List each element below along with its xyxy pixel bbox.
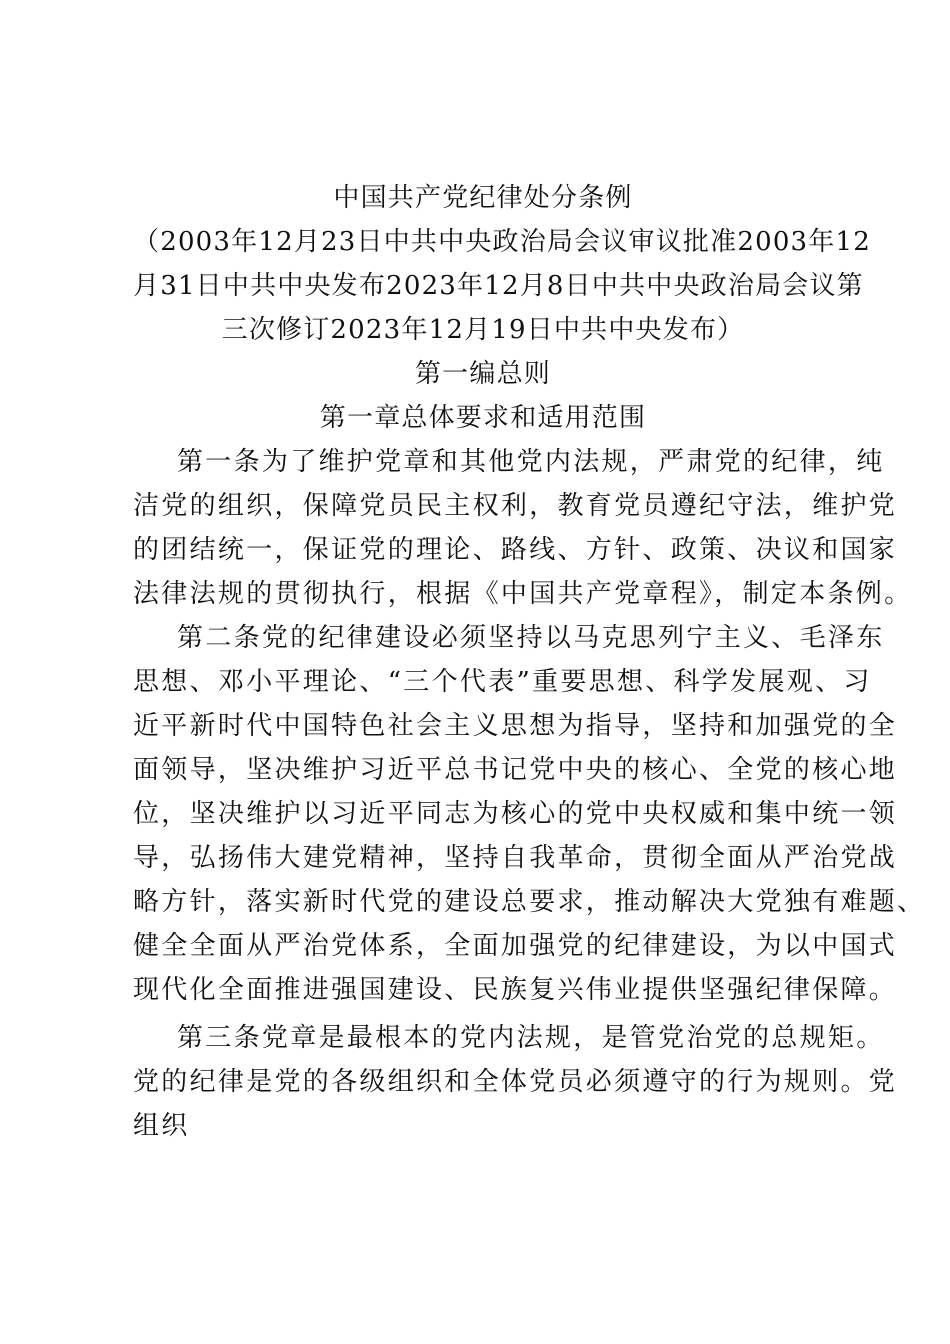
article-2-line: 第二条党的纪律建设必须坚持以马克思列宁主义、毛泽东	[177, 623, 885, 653]
subtitle-line-1: （2003年12月23日中共中央政治局会议审议批准2003年12	[133, 227, 871, 257]
subtitle-line-3: 三次修订2023年12月19日中共中央发布）	[221, 315, 745, 345]
article-1-line: 的团结统一，保证党的理论、路线、方针、政策、决议和国家	[133, 535, 898, 565]
article-1	[133, 440, 913, 616]
article-2-line: 略方针，落实新时代党的建设总要求，推动解决大党独有难题、	[133, 887, 926, 917]
article-1-line: 第一条为了维护党章和其他党内法规，严肃党的纪律，纯	[177, 447, 885, 477]
subtitle-line-2: 月31日中共中央发布2023年12月8日中共中央政治局会议第	[133, 271, 864, 301]
article-3-line: 第三条党章是最根本的党内法规，是管党治党的总规矩。	[177, 1023, 885, 1053]
document-title: 中国共产党纪律处分条例	[333, 183, 633, 213]
article-1-line: 洁党的组织，保障党员民主权利，教育党员遵纪守法，维护党	[133, 491, 898, 521]
article-2-line: 近平新时代中国特色社会主义思想为指导，坚持和加强党的全	[133, 711, 898, 741]
article-2-line: 面领导，坚决维护习近平总书记党中央的核心、全党的核心地	[133, 755, 898, 785]
part-heading: 第一编总则	[414, 359, 551, 389]
document-body	[133, 176, 926, 1148]
chapter-heading: 第一章总体要求和适用范围	[319, 403, 647, 433]
article-2-line: 现代化全面推进强国建设、民族复兴伟业提供坚强纪律保障。	[133, 975, 898, 1005]
article-2	[133, 616, 926, 1012]
article-3	[133, 1016, 898, 1148]
article-3-line: 党的纪律是党的各级组织和全体党员必须遵守的行为规则。党	[133, 1067, 898, 1097]
article-2-line: 位，坚决维护以习近平同志为核心的党中央权威和集中统一领	[133, 799, 898, 829]
article-2-line: 思想、邓小平理论、“三个代表”重要思想、科学发展观、习	[133, 667, 872, 697]
article-2-line: 健全全面从严治党体系，全面加强党的纪律建设，为以中国式	[133, 931, 898, 961]
article-3-line: 组织	[133, 1111, 190, 1141]
article-2-line: 导，弘扬伟大建党精神，坚持自我革命，贯彻全面从严治党战	[133, 843, 898, 873]
article-1-line: 法律法规的贯彻执行，根据《中国共产党章程》，制定本条例。	[133, 579, 913, 609]
